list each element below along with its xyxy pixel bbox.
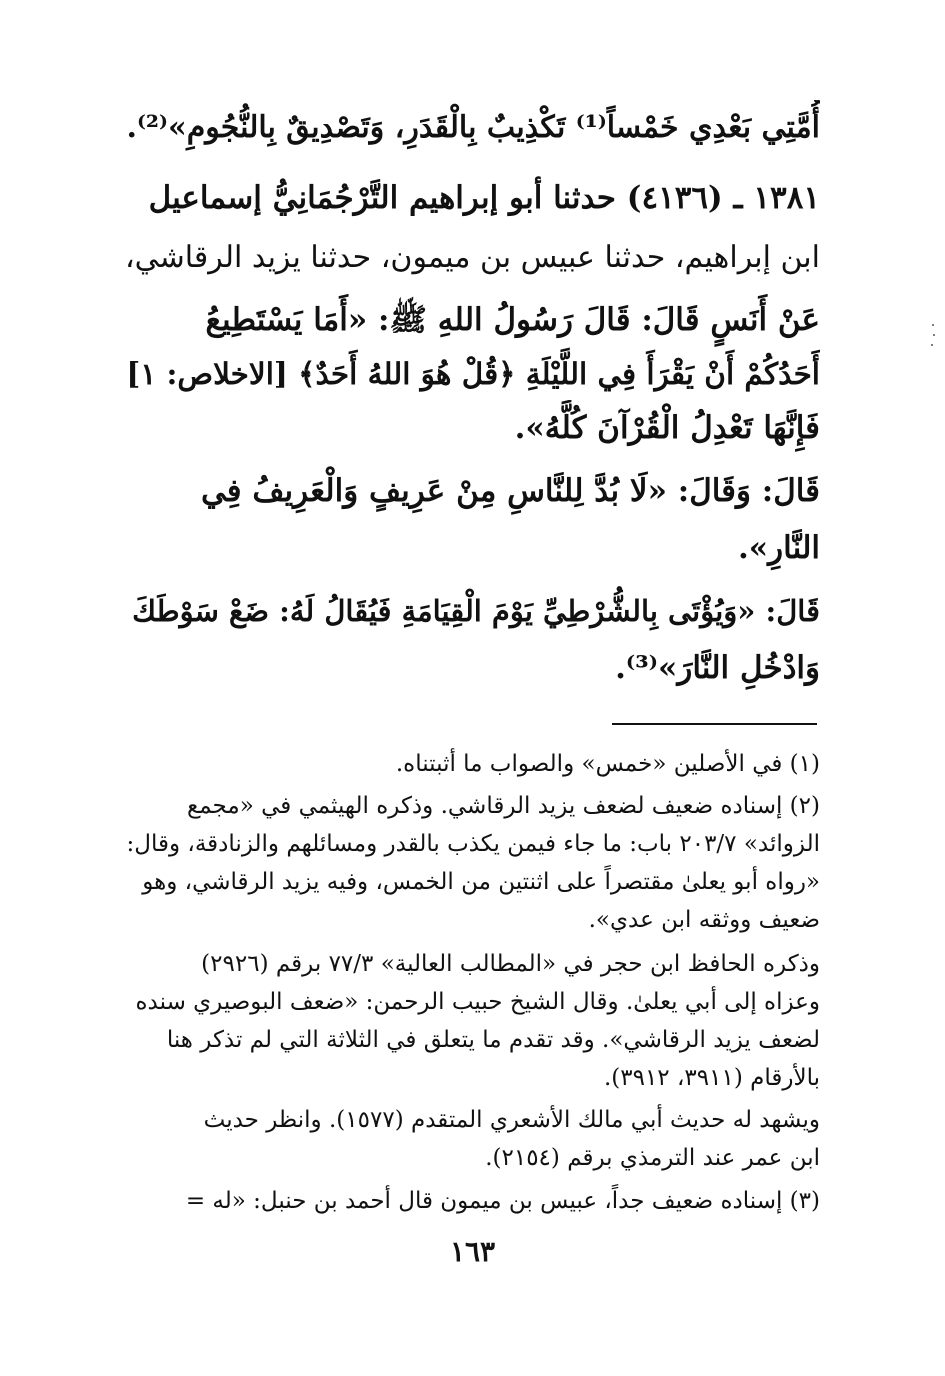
matn-line-2: أَحَدُكُمْ أَنْ يَقْرَأَ فِي اللَّيْلَةِ ﴿قُلْ هُوَ اللهُ أَحَدٌ﴾ [الاخلاص: ١]: [126, 356, 820, 391]
matn-line-7: وَادْخُلِ النَّارَ»⁽³⁾.: [615, 650, 820, 686]
footnote-2-line-6: وعزاه إلى أبي يعلىٰ. وقال الشيخ حبيب الرحمن: «ضعف البوصيري سنده: [135, 989, 820, 1015]
isnad-line: ابن إبراهيم، حدثنا عبيس بن ميمون، حدثنا يزيد الرقاشي،: [125, 240, 820, 275]
scan-speck: [930, 320, 936, 350]
footnote-2-line-1: (٢) إسناده ضعيف لضعف يزيد الرقاشي. وذكره الهيثمي في «مجمع: [187, 793, 820, 819]
footnote-2-line-9: ويشهد له حديث أبي مالك الأشعري المتقدم (١٥٧٧). وانظر حديث: [203, 1107, 820, 1133]
matn-line-6: قَالَ: «وَيُؤْتَى بِالشُّرْطِيِّ يَوْمَ الْقِيَامَةِ فَيُقَالُ لَهُ: ضَعْ سَوْطَكَ: [132, 594, 820, 628]
footnote-separator: [612, 723, 817, 725]
text-line-1: أُمَّتِي بَعْدِي خَمْساً⁽¹⁾ تَكْذِيبٌ بِالْقَدَرِ، وَتَصْدِيقٌ بِالنُّجُومِ»⁽²⁾.: [126, 110, 820, 145]
footnote-1: (١) في الأصلين «خمس» والصواب ما أثبتناه.: [395, 751, 820, 777]
matn-line-3: فَإِنَّهَا تَعْدِلُ الْقُرْآنَ كُلَّهُ».: [514, 410, 820, 446]
matn-line-5: النَّارِ».: [738, 530, 820, 566]
hadith-number-line: ١٣٨١ ـ (٤١٣٦) حدثنا أبو إبراهيم التَّرْجُمَانِيُّ إسماعيل: [148, 180, 820, 216]
matn-line-4: قَالَ: وَقَالَ: «لَا بُدَّ لِلنَّاسِ مِنْ عَرِيفٍ وَالْعَرِيفُ فِي: [200, 473, 820, 509]
footnote-2-line-4: ضعيف ووثقه ابن عدي».: [588, 907, 820, 933]
footnote-2-line-10: ابن عمر عند الترمذي برقم (٢١٥٤).: [485, 1145, 820, 1171]
footnote-2-line-7: لضعف يزيد الرقاشي». وقد تقدم ما يتعلق في الثلاثة التي لم تذكر هنا: [166, 1027, 820, 1053]
matn-line-1: عَنْ أَنَسٍ قَالَ: قَالَ رَسُولُ اللهِ ﷺ: «أَمَا يَسْتَطِيعُ: [205, 302, 820, 338]
footnote-3: (٣) إسناده ضعيف جداً، عبيس بن ميمون قال أحمد بن حنبل: «له =: [185, 1188, 820, 1214]
footnote-2-line-2: الزوائد» ٢٠٣/٧ باب: ما جاء فيمن يكذب بالقدر ومسائلهم والزنادقة، وقال:: [126, 831, 820, 857]
page-number: ١٦٣: [449, 1235, 496, 1268]
footnote-2-line-5: وذكره الحافظ ابن حجر في «المطالب العالية» ٧٧/٣ برقم (٢٩٢٦): [201, 951, 820, 977]
footnote-2-line-8: بالأرقام (٣٩١١، ٣٩١٢).: [603, 1065, 820, 1091]
footnote-2-line-3: «رواه أبو يعلىٰ مقتصراً على اثنتين من الخمس، وفيه يزيد الرقاشي، وهو: [142, 869, 820, 895]
